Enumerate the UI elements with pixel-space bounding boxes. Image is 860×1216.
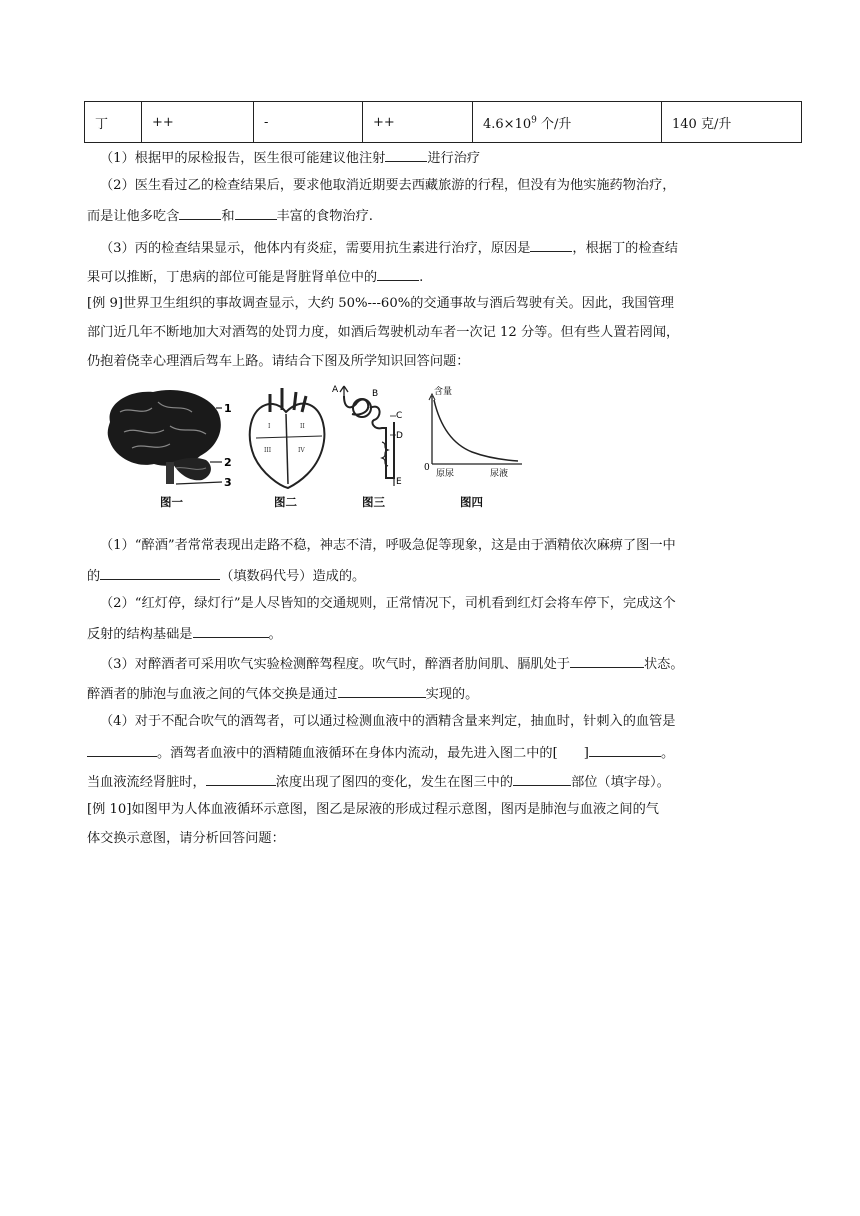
table-cell-name: 丁 (85, 102, 142, 143)
fig4-xlabel: 原尿 (436, 469, 455, 479)
table-cell-rbc: $4.6\times 10^9$ 个/升 (473, 102, 662, 143)
answer-blank[interactable] (530, 237, 572, 252)
q8-part3: （3）丙的检查结果显示，他体内有炎症，需要用抗生素进行治疗，原因是 ，根据丁的检查结 (100, 237, 802, 259)
table-cell: - (254, 102, 363, 143)
table-cell: ++ (142, 102, 254, 143)
answer-blank[interactable] (589, 742, 661, 757)
ex9-q1: （1）“醉酒”者常常表现出走路不稳，神志不清，呼吸急促等现象，这是由于酒精依次麻痹了图一中 (100, 538, 676, 553)
q8-part3-cont: 果可以推断，丁患病的部位可能是肾脏肾单位中的 . (87, 266, 802, 288)
svg-text:III: III (264, 447, 272, 454)
q8-part2-cont: 而是让他多吃含 和 丰富的食物治疗. (87, 205, 802, 227)
ex9-q4-cont2: 当血液流经肾脏时， 浓度出现了图四的变化，发生在图三中的 部位（填字母）。 (87, 771, 802, 793)
table-row (85, 102, 802, 143)
ex10-intro-line1: [例 10]如图甲为人体血液循环示意图，图乙是尿液的形成过程示意图，图丙是肺泡与血液之间的气 (87, 802, 659, 817)
figure-caption: 图二 (274, 495, 297, 509)
answer-blank[interactable] (377, 266, 419, 281)
answer-blank[interactable] (385, 147, 427, 162)
ex9-intro-line1: [例 9]世界卫生组织的事故调查显示，大约 50%---60%的交通事故与酒后驾驶有关。因此，我国管理 (87, 296, 674, 311)
fig1-label: 1 (224, 402, 232, 415)
ex10-intro-line2: 体交换示意图，请分析回答问题： (87, 831, 285, 846)
q8-part2: （2）医生看过乙的检查结果后，要求他取消近期要去西藏旅游的行程，但没有为他实施药物治疗， (100, 178, 676, 193)
answer-blank[interactable] (513, 771, 571, 786)
answer-blank[interactable] (338, 683, 426, 698)
nephron-figure (330, 382, 420, 492)
figure-caption: 图三 (362, 495, 385, 509)
ex9-intro-line2: 部门近几年不断地加大对酒驾的处罚力度，如酒后驾驶机动车者一次记 12 分等。但有些人置若罔闻， (87, 325, 680, 340)
figure-panel (98, 382, 538, 512)
table-cell: ++ (363, 102, 473, 143)
q8-part1: （1）根据甲的尿检报告，医生很可能建议他注射 进行治疗 (100, 147, 802, 169)
svg-text:I: I (268, 423, 271, 430)
ex9-q3-cont: 醉酒者的肺泡与血液之间的气体交换是通过 实现的。 (87, 683, 802, 705)
svg-text:IV: IV (298, 447, 305, 454)
ex9-q3: （3）对醉酒者可采用吹气实验检测醉驾程度。吹气时，醉酒者肋间肌、膈肌处于 状态。 (100, 653, 802, 675)
fig3-label: A (332, 385, 339, 395)
ex9-q2-cont: 反射的结构基础是 。 (87, 623, 802, 645)
answer-blank[interactable] (193, 623, 269, 638)
fig1-label: 2 (224, 456, 232, 469)
brain-figure (98, 382, 238, 492)
figure-caption: 图四 (460, 495, 483, 509)
figure-caption: 图一 (160, 495, 183, 509)
bracket-blank[interactable] (558, 743, 584, 757)
ex9-q4: （4）对于不配合吹气的酒驾者，可以通过检测血液中的酒精含量来判定，抽血时，针刺入的血管是 (100, 714, 676, 729)
answer-blank[interactable] (87, 742, 157, 757)
answer-blank[interactable] (206, 771, 276, 786)
fig3-label: E (396, 477, 402, 487)
exam-result-table (84, 101, 802, 143)
ex9-q4-cont: 。酒驾者血液中的酒精随血液循环在身体内流动，最先进入图二中的[ ] 。 (87, 742, 802, 764)
heart-figure (240, 386, 330, 491)
fig4-xlabel: 尿液 (490, 469, 509, 479)
answer-blank[interactable] (570, 653, 644, 668)
fig4-ylabel: 含量 (434, 387, 453, 397)
answer-blank[interactable] (179, 205, 221, 220)
fig3-label: D (396, 431, 403, 441)
svg-text:II: II (300, 423, 305, 430)
fig4-origin: 0 (424, 463, 430, 473)
ex9-intro-line3: 仍抱着侥幸心理酒后驾车上路。请结合下图及所学知识回答问题： (87, 354, 470, 369)
answer-blank[interactable] (100, 565, 220, 580)
ex9-q2: （2）“红灯停，绿灯行”是人尽皆知的交通规则，正常情况下，司机看到红灯会将车停下，完成这个 (100, 596, 676, 611)
ex9-q1-cont: 的 （填数码代号）造成的。 (87, 565, 802, 587)
fig3-label: B (372, 389, 379, 399)
concentration-chart (418, 386, 528, 486)
table-cell-hb: 140 克/升 (662, 102, 802, 143)
fig3-label: C (396, 411, 403, 421)
fig1-label: 3 (224, 476, 232, 489)
answer-blank[interactable] (235, 205, 277, 220)
